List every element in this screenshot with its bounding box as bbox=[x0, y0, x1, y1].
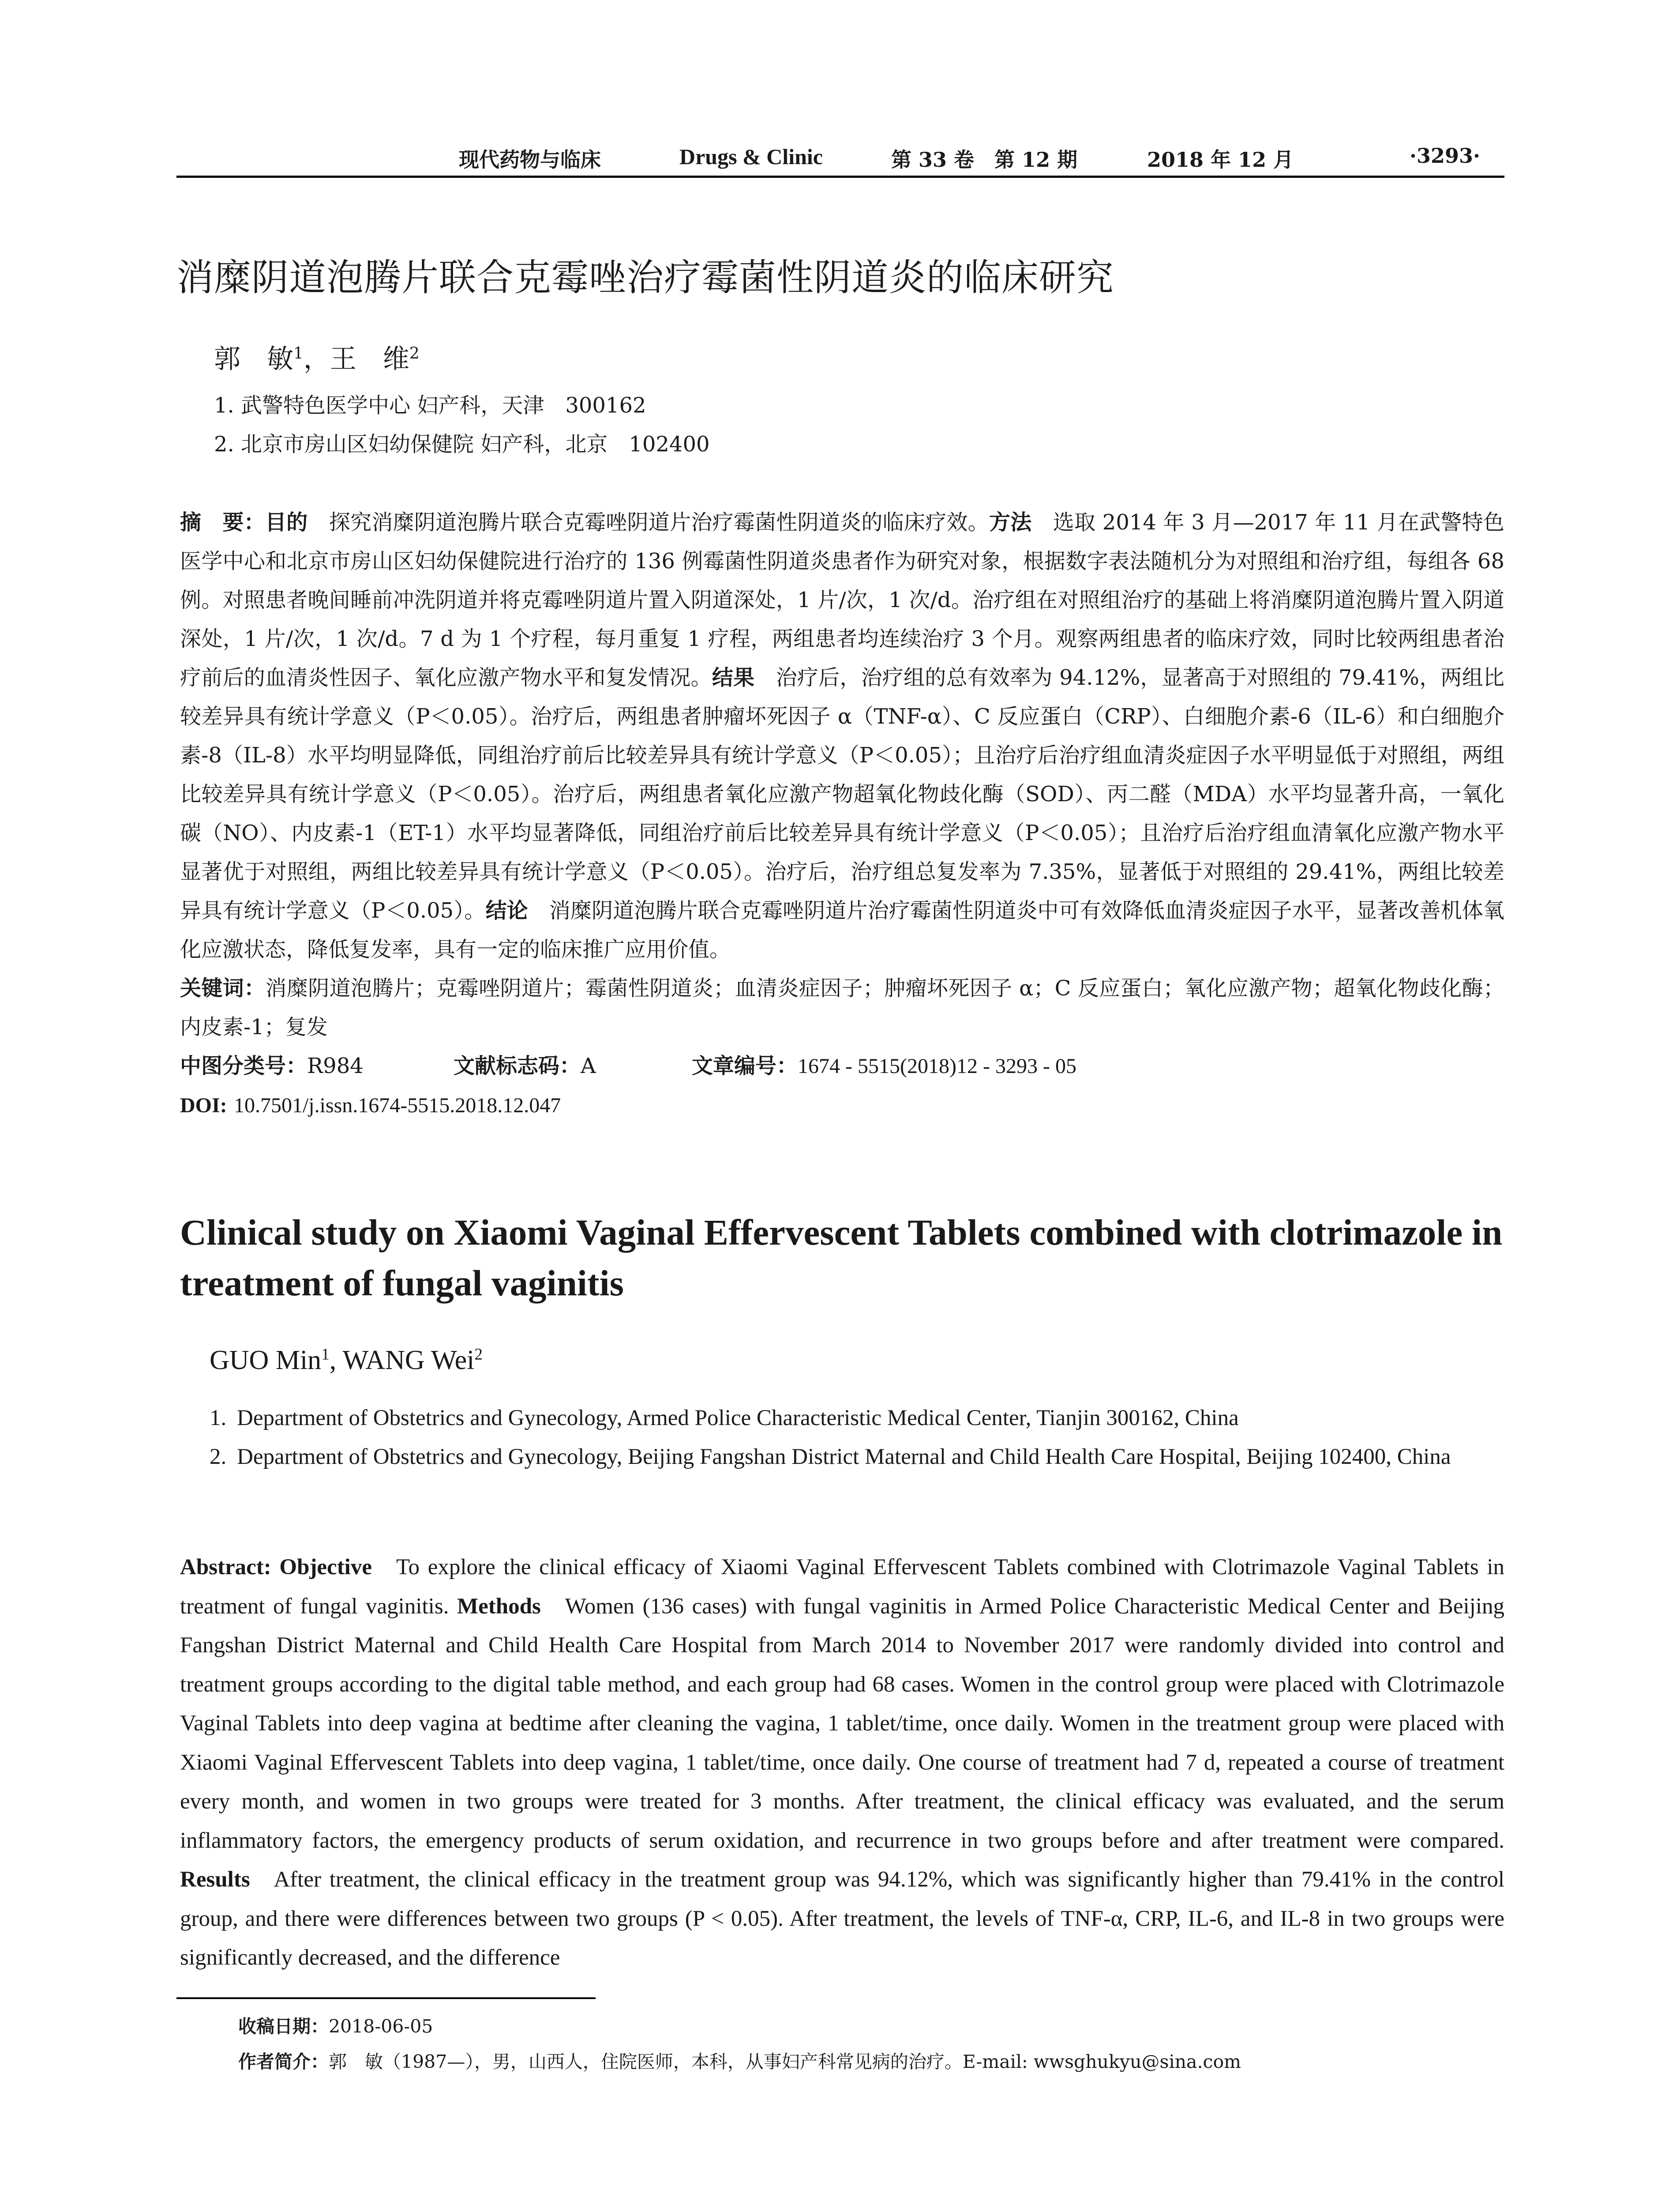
en-authors bbox=[210, 1345, 483, 1376]
cn-affiliation: 2. 北京市房山区妇幼保健院 妇产科，北京 102400 bbox=[214, 432, 710, 457]
doc-code-field bbox=[454, 1047, 692, 1085]
cn-results-label: 结果 bbox=[712, 665, 755, 690]
cn-author-name: 王 维 bbox=[330, 344, 409, 375]
cn-author-affil-mark: 1 bbox=[293, 345, 304, 363]
cn-authors bbox=[214, 338, 420, 376]
clc-value: R984 bbox=[307, 1054, 364, 1078]
en-results-text: After treatment, the clinical efficacy in the treatment group was 94.12%, which was significantly higher than 79.41% in the control group, and there were differences between two groups (P < 0.05). After treatment, the levels of TNF-α, CRP, IL-6, and IL-8 in two groups were significantly decreased, and the difference bbox=[180, 1867, 1505, 1970]
volume-issue: 第 33 卷 第 12 期 bbox=[891, 148, 1078, 172]
doc-code-value: A bbox=[581, 1054, 596, 1078]
en-affiliation-text: Department of Obstetrics and Gynecology, Beijing Fangshan District Maternal and Child Health Care Hospital, Beijing 102400, China bbox=[237, 1444, 1451, 1469]
header-rule bbox=[176, 176, 1504, 178]
cn-abstract-label: 摘 要： bbox=[180, 510, 266, 535]
en-methods-text: Women (136 cases) with fungal vaginitis in Armed Police Characteristic Medical Center and Beijing Fangshan District Maternal and Child Health Care Hospital from March 2014 to November 2017 were randomly divided into control and treatment groups according to the digital table method, and each group had 68 cases. Women in the control group were placed with Clotrimazole Vaginal Tablets into deep vagina at bedtime after cleaning the vagina, 1 tablet/time, once daily. Women in the treatment group were placed with Xiaomi Vaginal Effervescent Tablets into deep vagina, 1 tablet/time, once daily. One course of treatment had 7 d, repeated a course of treatment every month, and women in two groups were treated for 3 months. After treatment, the clinical efficacy was evaluated, and the serum inflammatory factors, the emergency products of serum oxidation, and recurrence in two groups before and after treatment were compared. bbox=[180, 1594, 1504, 1853]
doi-label: DOI: bbox=[180, 1094, 227, 1117]
received-date bbox=[238, 2012, 433, 2038]
cn-author-separator: ， bbox=[303, 344, 330, 375]
en-results-label: Results bbox=[180, 1867, 250, 1892]
article-no-field bbox=[692, 1047, 1076, 1086]
en-affiliation-number: 1. bbox=[210, 1406, 227, 1430]
received-label: 收稿日期： bbox=[238, 2016, 329, 2037]
cn-affiliation: 1. 武警特色医学中心 妇产科，天津 300162 bbox=[214, 393, 646, 418]
journal-name-en: Drugs & Clinic bbox=[679, 144, 823, 169]
clc-field bbox=[180, 1047, 454, 1085]
cn-abstract bbox=[180, 503, 1504, 969]
doi-value[interactable]: 10.7501/j.issn.1674-5515.2018.12.047 bbox=[233, 1094, 561, 1117]
cn-classification bbox=[180, 1047, 1504, 1086]
en-affiliation bbox=[210, 1437, 1504, 1476]
issue-date: 2018 年 12 月 bbox=[1147, 148, 1294, 172]
running-header bbox=[176, 139, 1504, 171]
cn-doi bbox=[180, 1086, 1504, 1125]
en-objective-text: To explore the clinical efficacy of Xiaomi Vaginal Effervescent Tablets combined with Clotrimazole Vaginal Tablets in treatment of fungal vaginitis. bbox=[180, 1555, 1504, 1619]
cn-keywords-text: 消糜阴道泡腾片；克霉唑阴道片；霉菌性阴道炎；血清炎症因子；肿瘤坏死因子 α；C 反应蛋白；氧化应激产物；超氧化物歧化酶；内皮素-1；复发 bbox=[180, 976, 1504, 1039]
article-no-label: 文章编号： bbox=[692, 1054, 798, 1078]
page-number: ·3293· bbox=[1410, 144, 1481, 168]
en-abstract bbox=[180, 1548, 1504, 1977]
author-bio bbox=[238, 2047, 1241, 2073]
cn-conclusion-label: 结论 bbox=[485, 898, 528, 923]
cn-author-affil-mark: 2 bbox=[409, 345, 420, 363]
doc-code-label: 文献标志码： bbox=[454, 1054, 581, 1078]
cn-keywords-label: 关键词： bbox=[180, 976, 266, 1001]
en-affiliation-text: Department of Obstetrics and Gynecology, Armed Police Characteristic Medical Center, Tianjin 300162, China bbox=[237, 1406, 1239, 1430]
en-title: Clinical study on Xiaomi Vaginal Effervescent Tablets combined with clotrimazole in treatment of fungal vaginitis bbox=[180, 1212, 1503, 1303]
cn-results-text: 治疗后，治疗组的总有效率为 94.12%，显著高于对照组的 79.41%，两组比较差异具有统计学意义（P＜0.05）。治疗后，两组患者肿瘤坏死因子 α（TNF-α）、C 反应蛋白（CRP）、白细胞介素-6（IL-6）和白细胞介素-8（IL-8）水平均明显降低，同组治疗前后比较差异具有统计学意义（P＜0.05）；且治疗后治疗组血清炎症因子水平明显低于对照组，两组比较差异具有统计学意义（P＜0.05）。治疗后，两组患者氧化应激产物超氧化物歧化酶（SOD）、丙二醛（MDA）水平均显著升高，一氧化碳（NO）、内皮素-1（ET-1）水平均显著降低，同组治疗前后比较差异具有统计学意义（P＜0.05）；且治疗后治疗组血清氧化应激产物水平显著优于对照组，两组比较差异具有统计学意义（P＜0.05）。治疗后，治疗组总复发率为 7.35%，显著低于对照组的 29.41%，两组比较差异具有统计学意义（P＜0.05）。 bbox=[180, 665, 1504, 923]
journal-name-cn: 现代药物与临床 bbox=[459, 148, 601, 172]
en-author-name: GUO Min bbox=[210, 1345, 322, 1375]
cn-conclusion-text: 消糜阴道泡腾片联合克霉唑阴道片治疗霉菌性阴道炎中可有效降低血清炎症因子水平，显著改善机体氧化应激状态，降低复发率，具有一定的临床推广应用价值。 bbox=[180, 898, 1504, 962]
bio-text: 郭 敏（1987—），男，山西人，住院医师，本科，从事妇产科常见病的治疗。E-mail: wwsghukyu@sina.com bbox=[329, 2051, 1241, 2072]
en-affiliation-number: 2. bbox=[210, 1444, 227, 1469]
en-methods-label: Methods bbox=[457, 1594, 541, 1619]
en-objective-label: Objective bbox=[279, 1555, 372, 1579]
bio-label: 作者简介： bbox=[238, 2051, 329, 2072]
en-author-name: WANG Wei bbox=[342, 1345, 475, 1375]
received-value: 2018-06-05 bbox=[329, 2016, 433, 2037]
cn-author-name: 郭 敏 bbox=[214, 344, 293, 375]
en-author-separator: , bbox=[329, 1345, 343, 1375]
cn-objective-text: 探究消糜阴道泡腾片联合克霉唑阴道片治疗霉菌性阴道炎的临床疗效。 bbox=[329, 510, 989, 535]
cn-keywords bbox=[180, 969, 1504, 1047]
cn-methods-text: 选取 2014 年 3 月—2017 年 11 月在武警特色医学中心和北京市房山区妇幼保健院进行治疗的 136 例霉菌性阴道炎患者作为研究对象，根据数字表法随机分为对照组和治疗组，每组各 68 例。对照患者晚间睡前冲洗阴道并将克霉唑阴道片置入阴道深处，1 片/次，1 次/d。治疗组在对照组治疗的基础上将消糜阴道泡腾片置入阴道深处，1 片/次，1 次/d。7 d 为 1 个疗程，每月重复 1 疗程，两组患者均连续治疗 3 个月。观察两组患者的临床疗效，同时比较两组患者治疗前后的血清炎性因子、氧化应激产物水平和复发情况。 bbox=[180, 510, 1504, 690]
footnote-rule bbox=[176, 1997, 596, 1999]
en-author-affil-mark: 2 bbox=[474, 1345, 483, 1364]
article-no-value: 1674 - 5515(2018)12 - 3293 - 05 bbox=[798, 1054, 1076, 1078]
en-affiliation bbox=[210, 1399, 1504, 1437]
cn-methods-label: 方法 bbox=[989, 510, 1032, 535]
en-author-affil-mark: 1 bbox=[321, 1345, 330, 1364]
cn-title: 消糜阴道泡腾片联合克霉唑治疗霉菌性阴道炎的临床研究 bbox=[176, 256, 1114, 299]
cn-objective-label: 目的 bbox=[265, 510, 308, 535]
cn-abstract-section bbox=[180, 503, 1504, 1125]
en-abstract-label: Abstract: bbox=[180, 1555, 271, 1579]
clc-label: 中图分类号： bbox=[180, 1054, 308, 1078]
